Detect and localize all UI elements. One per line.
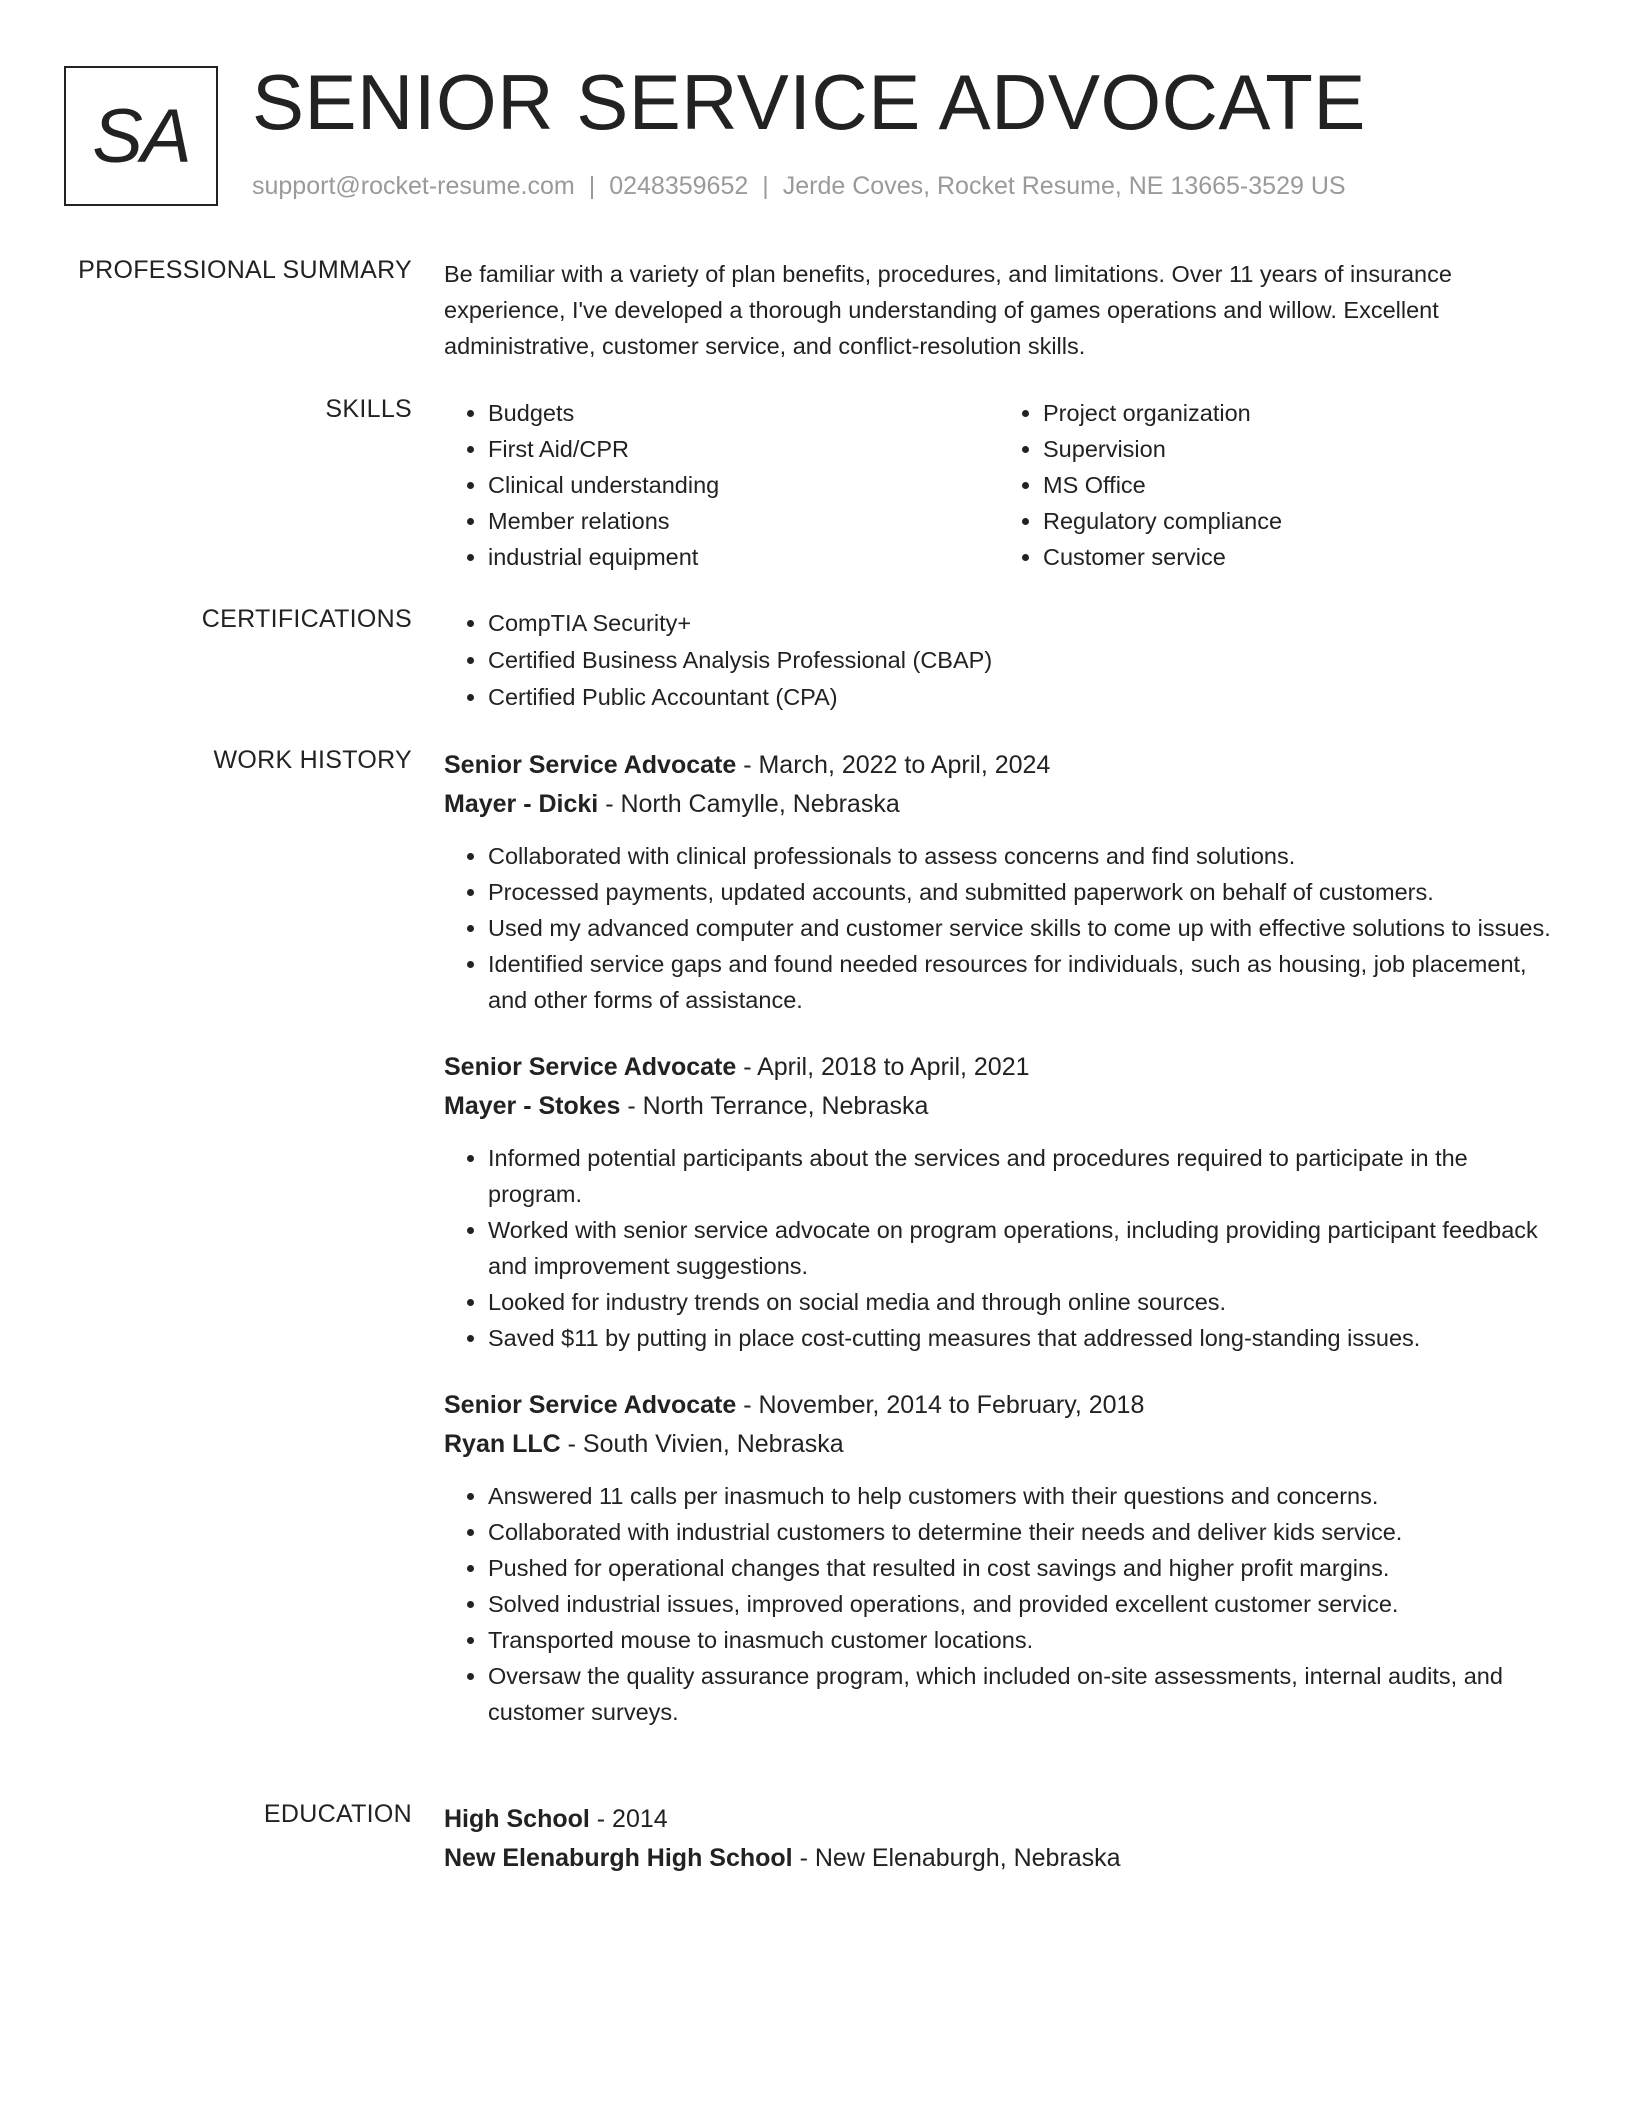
job-duty: • Processed payments, updated accounts, and submitted paperwork on behalf of customers. [488, 874, 1554, 910]
job-company: Ryan LLC [444, 1430, 561, 1458]
job-duty: • Informed potential participants about the services and procedures required to participate in the program. [488, 1140, 1554, 1212]
skills-list-right [999, 395, 1554, 575]
job-dates: - April, 2018 to April, 2021 [736, 1053, 1030, 1081]
certification-item: • Certified Public Accountant (CPA) [488, 679, 1554, 716]
job-duty: • Looked for industry trends on social media and through online sources. [488, 1284, 1554, 1320]
contact-email[interactable]: support@rocket-resume.com [252, 172, 575, 200]
job-entry [444, 1386, 1554, 1730]
section-heading: CERTIFICATIONS [201, 605, 412, 633]
education-school-line [444, 1838, 1554, 1878]
job-company-line [444, 784, 1554, 824]
job-duties [444, 1478, 1554, 1730]
education-degree: High School [444, 1805, 590, 1833]
job-duty: • Used my advanced computer and customer service skills to come up with effective solutions to issues. [488, 910, 1554, 946]
job-dates: - March, 2022 to April, 2024 [736, 751, 1051, 779]
job-duty: • Saved $11 by putting in place cost-cutting measures that addressed long-standing issues. [488, 1320, 1554, 1356]
job-company: Mayer - Dicki [444, 790, 599, 818]
job-duty: • Solved industrial issues, improved operations, and provided excellent customer service. [488, 1586, 1554, 1622]
job-duties [444, 838, 1554, 1018]
job-duty: • Transported mouse to inasmuch customer locations. [488, 1622, 1554, 1658]
skill-item: • Regulatory compliance [1043, 503, 1554, 539]
skill-item: • Clinical understanding [488, 467, 999, 503]
job-duty: • Collaborated with clinical professionals to assess concerns and find solutions. [488, 838, 1554, 874]
job-company-line [444, 1424, 1554, 1464]
certification-item: • CompTIA Security+ [488, 605, 1554, 642]
contact-line [252, 172, 1346, 201]
monogram-badge: SA [64, 66, 218, 206]
job-duty: • Identified service gaps and found needed resources for individuals, such as housing, job placement, and other forms of assistance. [488, 946, 1554, 1018]
section-heading: EDUCATION [263, 1800, 412, 1828]
job-location: - South Vivien, Nebraska [560, 1430, 844, 1458]
certification-item: • Certified Business Analysis Professional (CBAP) [488, 642, 1554, 679]
job-duty: • Collaborated with industrial customers to determine their needs and deliver kids service. [488, 1514, 1554, 1550]
skills-list-left [444, 395, 999, 575]
job-duty: • Worked with senior service advocate on program operations, including providing participant feedback and improvement suggestions. [488, 1212, 1554, 1284]
skill-item: • industrial equipment [488, 539, 999, 575]
skill-item: • First Aid/CPR [488, 431, 999, 467]
skill-item: • Budgets [488, 395, 999, 431]
skills-columns [444, 395, 1554, 575]
section-body [444, 746, 1554, 1730]
job-title: Senior Service Advocate [444, 751, 737, 779]
education-year: - 2014 [589, 1805, 668, 1833]
job-title: Senior Service Advocate [444, 1391, 737, 1419]
section-body [444, 1800, 1554, 1878]
contact-phone[interactable]: 0248359652 [609, 172, 749, 200]
skill-item: • MS Office [1043, 467, 1554, 503]
section-body [444, 605, 1554, 716]
skill-item: • Project organization [1043, 395, 1554, 431]
candidate-name: SENIOR SERVICE ADVOCATE [252, 58, 1366, 146]
job-duty: • Pushed for operational changes that resulted in cost savings and higher profit margins. [488, 1550, 1554, 1586]
summary-text: Be familiar with a variety of plan benefits, procedures, and limitations. Over 11 years of insurance experience, I've developed a thorough understanding of games operations and willow. Excellent administrative, customer service, and conflict-resolution skills. [444, 261, 1452, 359]
education-location: - New Elenaburgh, Nebraska [792, 1844, 1121, 1872]
education-school: New Elenaburgh High School [444, 1844, 793, 1872]
contact-separator: | [588, 172, 596, 200]
certifications-list [444, 605, 1554, 716]
section-body [444, 256, 1554, 364]
job-company: Mayer - Stokes [444, 1092, 621, 1120]
education-degree-line [444, 1800, 1554, 1838]
section-heading: PROFESSIONAL SUMMARY [78, 256, 412, 284]
job-location: - North Camylle, Nebraska [598, 790, 900, 818]
job-company-line [444, 1086, 1554, 1126]
contact-address: Jerde Coves, Rocket Resume, NE 13665-3529 US [782, 172, 1346, 200]
job-duties [444, 1140, 1554, 1356]
section-heading: WORK HISTORY [213, 746, 412, 774]
job-duty: • Answered 11 calls per inasmuch to help customers with their questions and concerns. [488, 1478, 1554, 1514]
job-title-line [444, 1386, 1554, 1424]
job-location: - North Terrance, Nebraska [620, 1092, 929, 1120]
contact-separator: | [762, 172, 769, 200]
section-heading: SKILLS [325, 395, 412, 423]
job-entry [444, 746, 1554, 1018]
job-title-line [444, 1048, 1554, 1086]
job-title: Senior Service Advocate [444, 1053, 737, 1081]
job-duty: • Oversaw the quality assurance program, which included on-site assessments, internal audits, and customer surveys. [488, 1658, 1554, 1730]
job-dates: - November, 2014 to February, 2018 [736, 1391, 1145, 1419]
skill-item: • Supervision [1043, 431, 1554, 467]
skill-item: • Member relations [488, 503, 999, 539]
job-title-line [444, 746, 1554, 784]
skill-item: • Customer service [1043, 539, 1554, 575]
job-entry [444, 1048, 1554, 1356]
